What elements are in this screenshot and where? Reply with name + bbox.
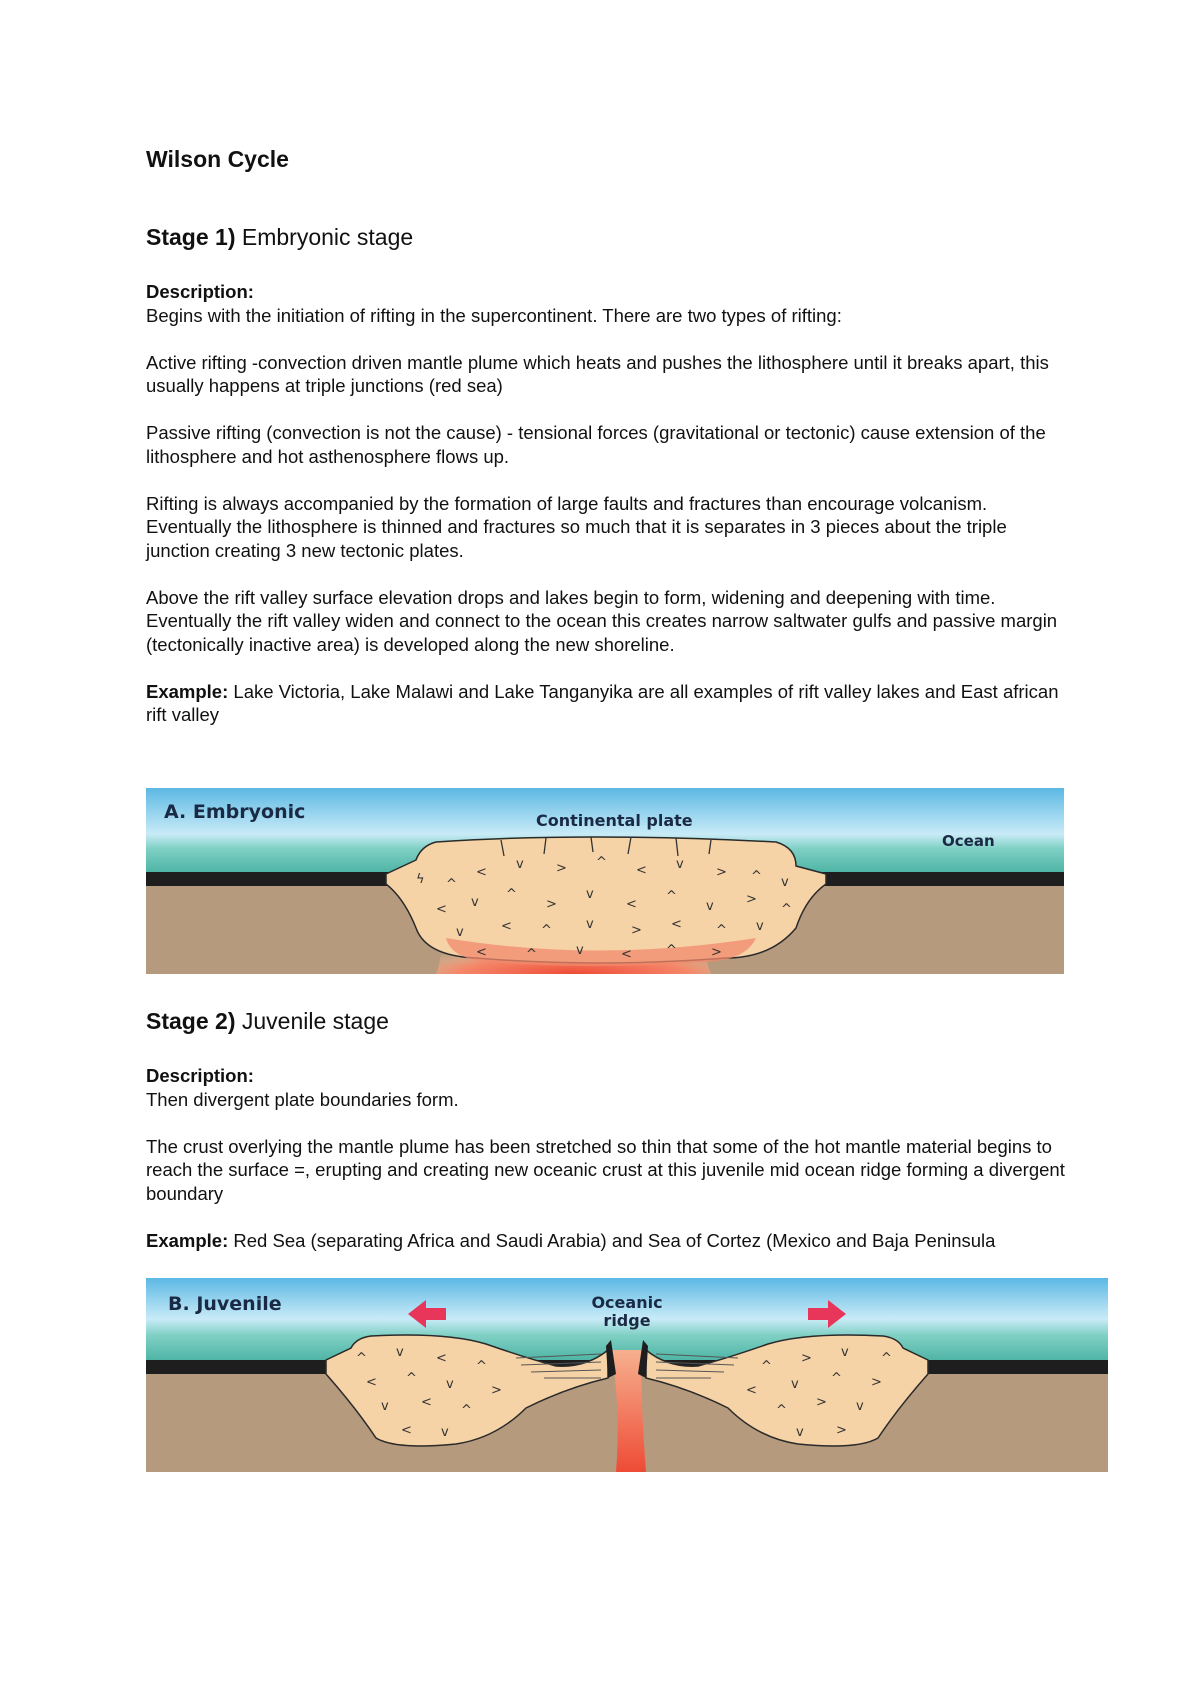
svg-text:v: v — [441, 1425, 449, 1440]
svg-text:v: v — [796, 1425, 804, 1440]
svg-text:>: > — [556, 861, 567, 876]
juvenile-diagram — [146, 1278, 1108, 1472]
svg-text:v: v — [856, 1399, 864, 1414]
svg-text:v: v — [841, 1345, 849, 1360]
stage1-paragraph-lakes: Above the rift valley surface elevation drops and lakes begin to form, widening and deepening with time. — [146, 586, 996, 608]
svg-text:v: v — [396, 1345, 404, 1360]
svg-text:v: v — [586, 917, 594, 932]
stage1-paragraph-gulfs: Eventually the rift valley widen and connect to the ocean this creates narrow saltwater gulfs and passive margin (tectonically inactive area) is developed along the new shoreline. — [146, 610, 1058, 655]
stage2-heading — [146, 1008, 389, 1035]
stage1-example-label: Example: — [146, 680, 229, 702]
svg-text:^: ^ — [666, 943, 677, 958]
svg-text:^: ^ — [831, 1371, 842, 1386]
svg-text:<: < — [746, 1383, 757, 1398]
svg-text:<: < — [421, 1395, 432, 1410]
svg-text:<: < — [626, 897, 637, 912]
svg-text:<: < — [636, 863, 647, 878]
stage1-paragraph-active: Active rifting -convection driven mantle plume which heats and pushes the lithosphere until it breaks apart, this usually happens at triple junctions (red sea) — [146, 351, 1049, 396]
svg-text:^: ^ — [751, 869, 762, 884]
stage1-text — [146, 280, 1066, 727]
svg-text:>: > — [491, 1383, 502, 1398]
stage2-heading-number: Stage 2) — [146, 1008, 236, 1034]
stage1-heading-name: Embryonic stage — [241, 224, 414, 250]
stage1-paragraph-faults: Rifting is always accompanied by the formation of large faults and fractures than encourage volcanism. Eventually the lithosphere is thinned and fractures so much that it is separates in 3 pieces about the triple junction creating 3 new tectonic plates. — [146, 492, 1007, 561]
svg-text:<: < — [476, 865, 487, 880]
svg-text:>: > — [711, 945, 722, 960]
svg-text:^: ^ — [781, 902, 792, 917]
oceanic-ridge-label-line1: Oceanic — [591, 1293, 663, 1312]
svg-text:^: ^ — [596, 855, 607, 870]
svg-text:>: > — [871, 1375, 882, 1390]
stage1-paragraph-passive: Passive rifting (convection is not the cause) - tensional forces (gravitational or tectonic) cause extension of the lithosphere and hot asthenosphere flows up. — [146, 422, 1046, 467]
ocean-label: Ocean — [942, 832, 995, 850]
stage2-paragraph-divergent: Then divergent plate boundaries form. — [146, 1088, 459, 1110]
svg-text:v: v — [586, 887, 594, 902]
svg-text:<: < — [401, 1423, 412, 1438]
svg-text:^: ^ — [716, 923, 727, 938]
stage1-heading-number: Stage 1) — [146, 224, 236, 250]
svg-text:<: < — [501, 919, 512, 934]
svg-text:v: v — [791, 1377, 799, 1392]
oceanic-ridge-label-line2: ridge — [603, 1311, 651, 1330]
svg-text:<: < — [621, 947, 632, 962]
svg-text:v: v — [471, 895, 479, 910]
svg-text:>: > — [746, 892, 757, 907]
svg-text:v: v — [781, 875, 789, 890]
svg-text:v: v — [756, 919, 764, 934]
svg-text:^: ^ — [761, 1359, 772, 1374]
svg-text:<: < — [476, 945, 487, 960]
svg-text:^: ^ — [776, 1403, 787, 1418]
svg-text:<: < — [671, 917, 682, 932]
svg-text:>: > — [716, 865, 727, 880]
svg-text:>: > — [816, 1395, 827, 1410]
svg-text:ϟ: ϟ — [416, 872, 425, 887]
svg-text:^: ^ — [461, 1403, 472, 1418]
svg-text:^: ^ — [541, 923, 552, 938]
stage1-paragraph-intro: Begins with the initiation of rifting in the supercontinent. There are two types of rifting: — [146, 304, 842, 326]
stage1-description-label: Description: — [146, 281, 254, 302]
svg-text:>: > — [836, 1423, 847, 1438]
svg-text:^: ^ — [666, 889, 677, 904]
svg-text:^: ^ — [881, 1351, 892, 1366]
juvenile-diagram-title: B. Juvenile — [168, 1293, 282, 1315]
stage2-heading-name: Juvenile stage — [241, 1008, 389, 1034]
svg-text:v: v — [381, 1399, 389, 1414]
svg-text:<: < — [436, 902, 447, 917]
stage2-text — [146, 1064, 1066, 1252]
embryonic-diagram — [146, 788, 1064, 974]
svg-text:v: v — [446, 1377, 454, 1392]
svg-text:>: > — [631, 923, 642, 938]
svg-text:^: ^ — [526, 947, 537, 962]
stage2-example — [146, 1229, 1066, 1253]
stage1-heading — [146, 224, 413, 251]
svg-text:v: v — [516, 857, 524, 872]
svg-text:^: ^ — [476, 1359, 487, 1374]
svg-text:^: ^ — [446, 877, 457, 892]
svg-text:^: ^ — [506, 887, 517, 902]
svg-text:<: < — [436, 1351, 447, 1366]
stage2-paragraph-crust: The crust overlying the mantle plume has been stretched so thin that some of the hot mantle material begins to reach the surface =, erupting and creating new oceanic crust at this juvenile mid ocean ridge forming a divergent boundary — [146, 1135, 1065, 1204]
svg-text:v: v — [456, 925, 464, 940]
continental-plate-label: Continental plate — [536, 811, 693, 830]
svg-text:v: v — [706, 899, 714, 914]
svg-text:^: ^ — [356, 1351, 367, 1366]
stage2-example-text: Red Sea (separating Africa and Saudi Arabia) and Sea of Cortez (Mexico and Baja Peninsula — [233, 1229, 996, 1251]
stage2-description-label: Description: — [146, 1065, 254, 1086]
svg-text:v: v — [676, 857, 684, 872]
svg-text:>: > — [801, 1351, 812, 1366]
svg-text:>: > — [546, 897, 557, 912]
svg-text:v: v — [576, 943, 584, 958]
stage2-example-label: Example: — [146, 1229, 229, 1251]
embryonic-diagram-title: A. Embryonic — [164, 801, 306, 823]
svg-text:<: < — [366, 1375, 377, 1390]
svg-text:^: ^ — [406, 1371, 417, 1386]
stage1-example-text: Lake Victoria, Lake Malawi and Lake Tanganyika are all examples of rift valley lakes and East african rift valley — [146, 680, 1059, 725]
stage1-example — [146, 680, 1066, 727]
document-title: Wilson Cycle — [146, 146, 289, 172]
